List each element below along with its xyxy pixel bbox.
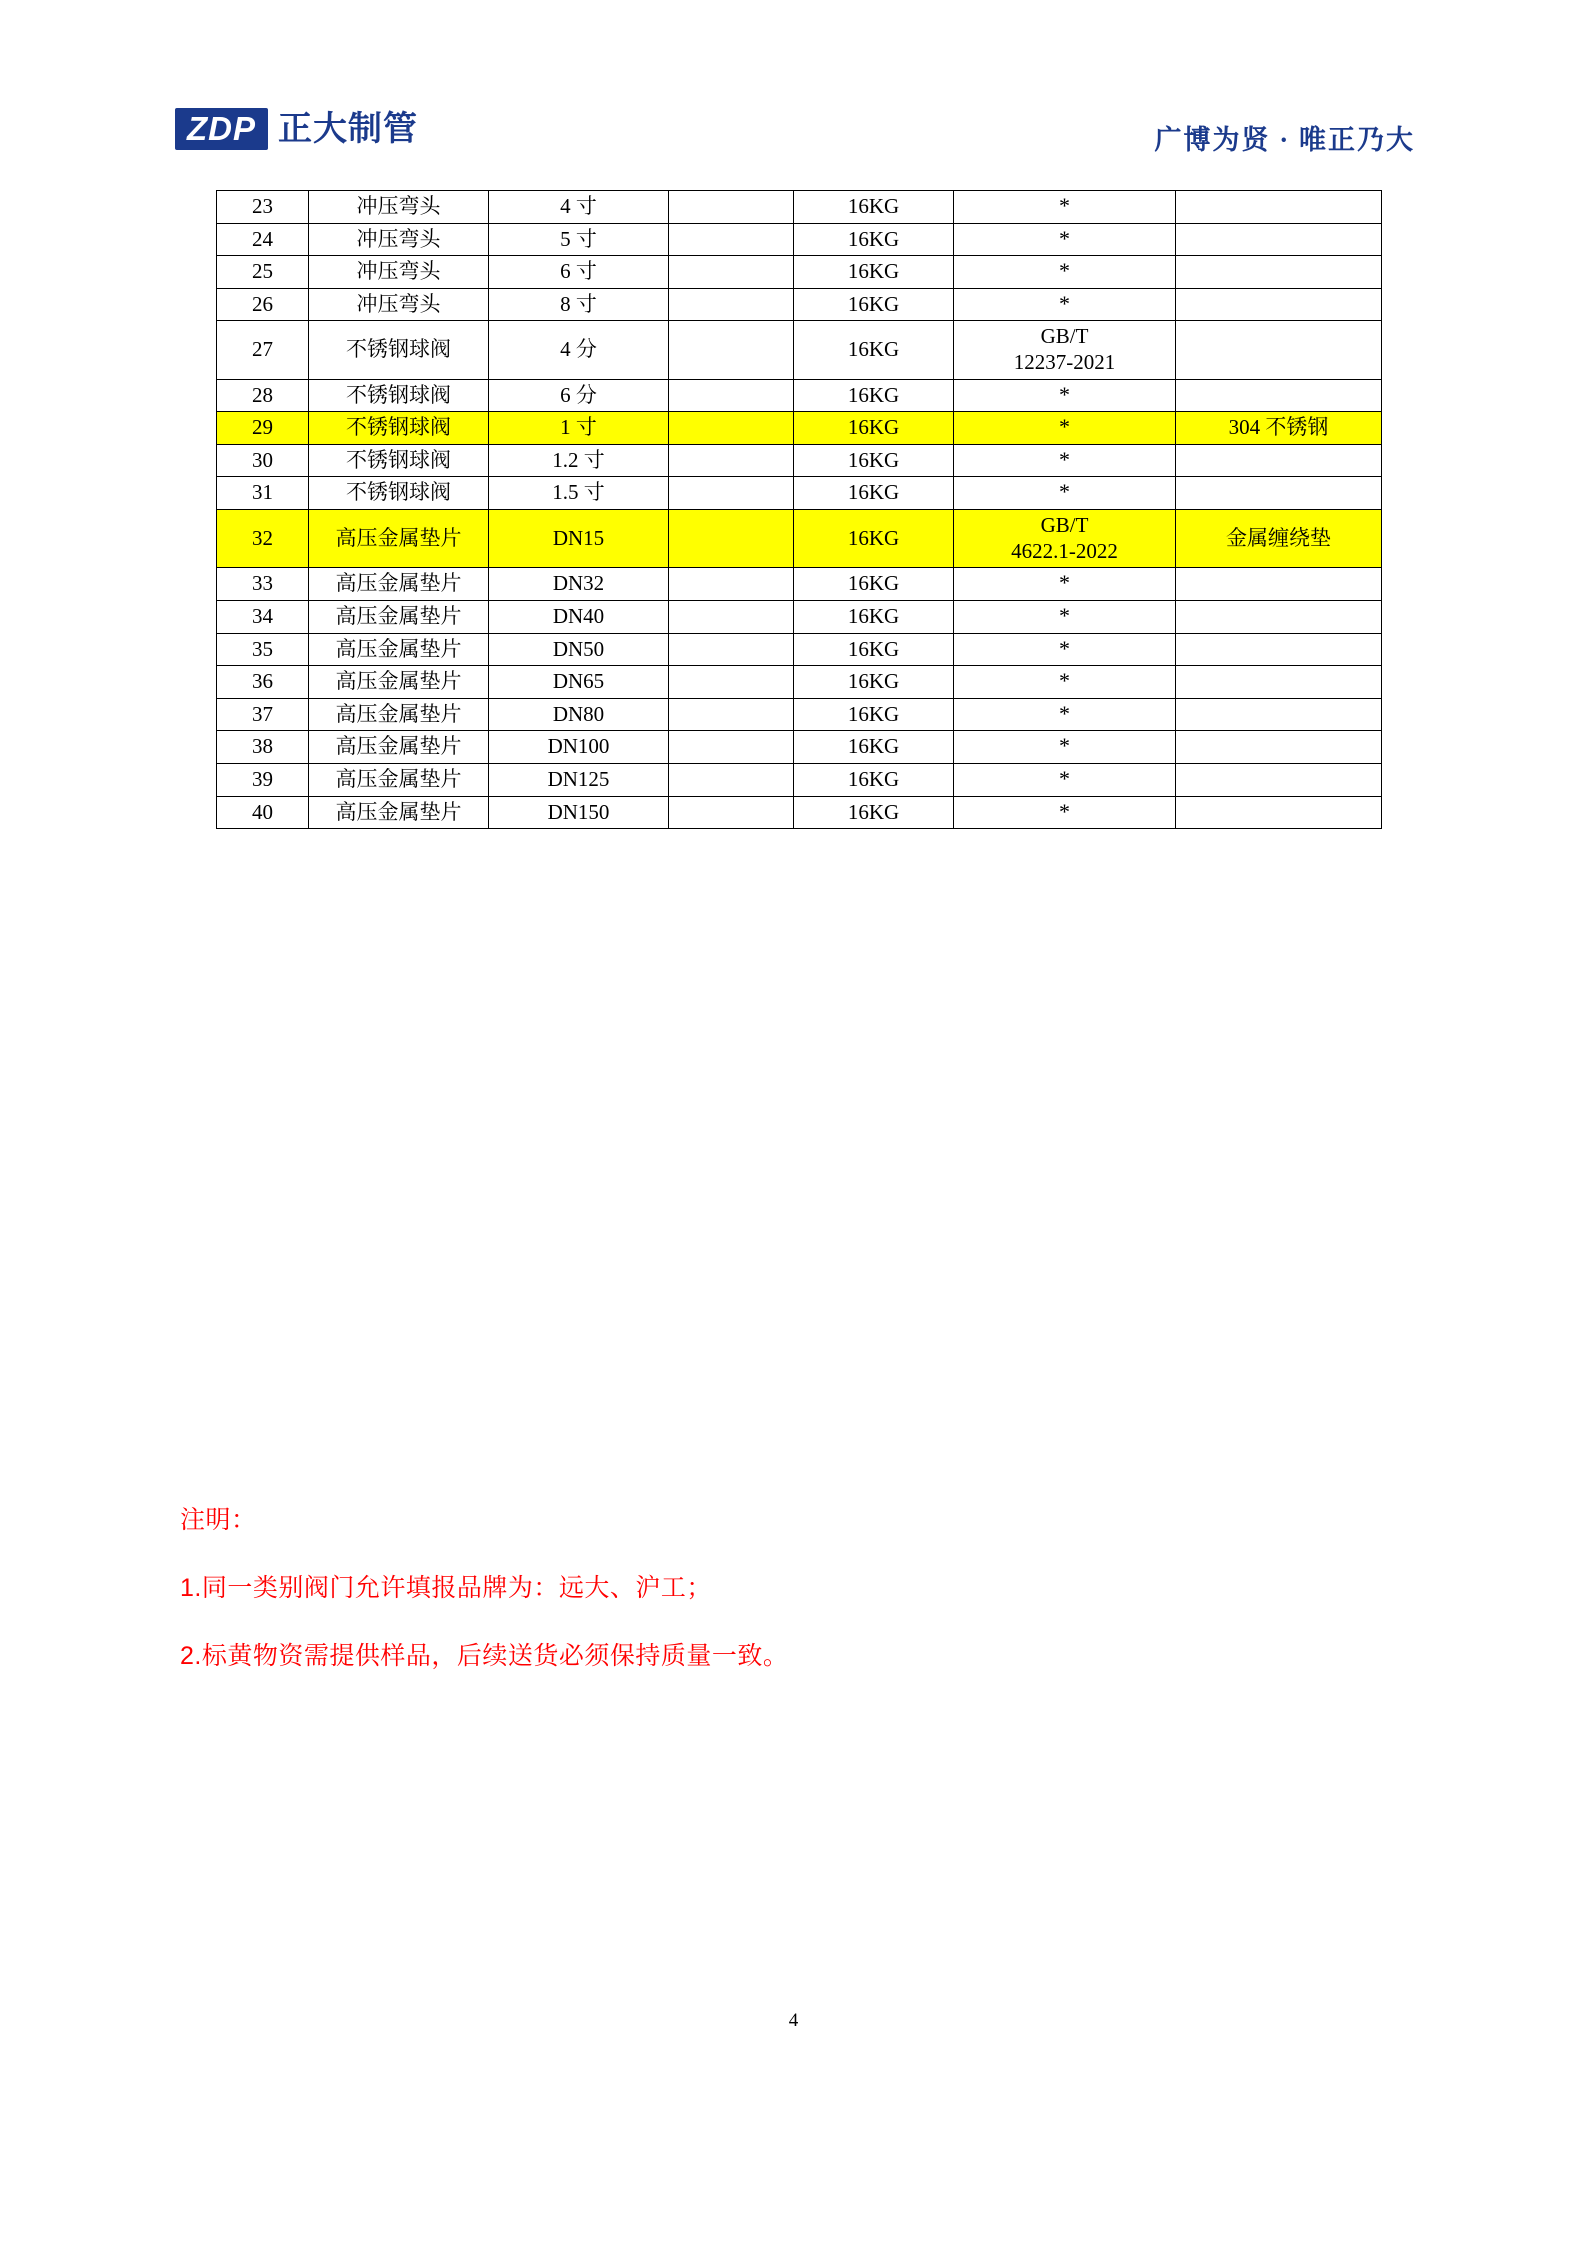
cell-spec: 8 寸 — [489, 288, 669, 321]
table-row — [217, 796, 1382, 829]
cell-material — [1176, 477, 1382, 510]
cell-spec: 1 寸 — [489, 412, 669, 445]
logo-mark-zdp: ZDP — [175, 108, 268, 150]
notes-section — [180, 1500, 1380, 1704]
cell-qty — [669, 412, 794, 445]
cell-pressure: 16KG — [794, 633, 954, 666]
cell-standard: * — [954, 223, 1176, 256]
cell-name: 不锈钢球阀 — [309, 412, 489, 445]
table-row — [217, 256, 1382, 289]
cell-spec: DN80 — [489, 698, 669, 731]
note-item-1: 1.同一类别阀门允许填报品牌为：远大、沪工； — [180, 1574, 712, 1602]
cell-spec: 4 分 — [489, 321, 669, 379]
cell-pressure: 16KG — [794, 379, 954, 412]
cell-standard: * — [954, 698, 1176, 731]
table-row — [217, 444, 1382, 477]
table-row — [217, 731, 1382, 764]
cell-pressure: 16KG — [794, 568, 954, 601]
cell-spec: 1.5 寸 — [489, 477, 669, 510]
cell-no: 38 — [217, 731, 309, 764]
cell-pressure: 16KG — [794, 321, 954, 379]
cell-pressure: 16KG — [794, 510, 954, 568]
cell-no: 23 — [217, 191, 309, 224]
cell-material — [1176, 444, 1382, 477]
cell-no: 31 — [217, 477, 309, 510]
cell-material — [1176, 223, 1382, 256]
cell-standard: * — [954, 379, 1176, 412]
cell-name: 高压金属垫片 — [309, 666, 489, 699]
table-row — [217, 600, 1382, 633]
cell-spec: DN32 — [489, 568, 669, 601]
cell-name: 高压金属垫片 — [309, 698, 489, 731]
cell-pressure: 16KG — [794, 731, 954, 764]
cell-standard: * — [954, 191, 1176, 224]
cell-name: 冲压弯头 — [309, 256, 489, 289]
cell-material: 金属缠绕垫 — [1176, 510, 1382, 568]
cell-material — [1176, 763, 1382, 796]
company-slogan: 广博为贤 · 唯正乃大 — [1154, 125, 1415, 155]
cell-standard: * — [954, 600, 1176, 633]
cell-material: 304 不锈钢 — [1176, 412, 1382, 445]
cell-material — [1176, 256, 1382, 289]
cell-no: 33 — [217, 568, 309, 601]
cell-name: 冲压弯头 — [309, 191, 489, 224]
table-row — [217, 412, 1382, 445]
cell-pressure: 16KG — [794, 191, 954, 224]
cell-qty — [669, 633, 794, 666]
cell-standard: * — [954, 412, 1176, 445]
cell-no: 35 — [217, 633, 309, 666]
cell-no: 40 — [217, 796, 309, 829]
cell-qty — [669, 763, 794, 796]
cell-pressure: 16KG — [794, 288, 954, 321]
cell-qty — [669, 731, 794, 764]
page-number: 4 — [788, 2010, 799, 2031]
cell-material — [1176, 321, 1382, 379]
cell-material — [1176, 796, 1382, 829]
logo-company-name: 正大制管 — [278, 110, 418, 148]
cell-qty — [669, 379, 794, 412]
cell-pressure: 16KG — [794, 666, 954, 699]
cell-qty — [669, 321, 794, 379]
cell-standard: * — [954, 256, 1176, 289]
spec-table-wrapper — [216, 190, 1381, 829]
cell-qty — [669, 477, 794, 510]
cell-pressure: 16KG — [794, 223, 954, 256]
cell-material — [1176, 600, 1382, 633]
cell-material — [1176, 666, 1382, 699]
table-row — [217, 633, 1382, 666]
cell-no: 29 — [217, 412, 309, 445]
table-row — [217, 191, 1382, 224]
cell-spec: DN100 — [489, 731, 669, 764]
table-row — [217, 568, 1382, 601]
cell-name: 不锈钢球阀 — [309, 379, 489, 412]
cell-name: 冲压弯头 — [309, 223, 489, 256]
cell-spec: DN125 — [489, 763, 669, 796]
cell-no: 26 — [217, 288, 309, 321]
spec-table-body — [217, 191, 1382, 829]
notes-title: 注明： — [180, 1506, 257, 1534]
cell-spec: DN65 — [489, 666, 669, 699]
cell-material — [1176, 288, 1382, 321]
cell-standard: * — [954, 444, 1176, 477]
cell-no: 37 — [217, 698, 309, 731]
table-row — [217, 666, 1382, 699]
cell-no: 28 — [217, 379, 309, 412]
cell-pressure: 16KG — [794, 412, 954, 445]
note-item-2: 2.标黄物资需提供样品，后续送货必须保持质量一致。 — [180, 1642, 789, 1670]
cell-name: 高压金属垫片 — [309, 633, 489, 666]
table-row — [217, 510, 1382, 568]
cell-qty — [669, 256, 794, 289]
spec-table — [216, 190, 1382, 829]
cell-no: 36 — [217, 666, 309, 699]
cell-pressure: 16KG — [794, 444, 954, 477]
cell-qty — [669, 288, 794, 321]
cell-spec: 5 寸 — [489, 223, 669, 256]
cell-no: 39 — [217, 763, 309, 796]
cell-qty — [669, 444, 794, 477]
page-header — [175, 108, 1415, 178]
cell-spec: DN15 — [489, 510, 669, 568]
cell-name: 不锈钢球阀 — [309, 321, 489, 379]
cell-name: 高压金属垫片 — [309, 731, 489, 764]
cell-qty — [669, 698, 794, 731]
cell-spec: DN50 — [489, 633, 669, 666]
cell-standard: * — [954, 731, 1176, 764]
cell-qty — [669, 223, 794, 256]
cell-standard: * — [954, 796, 1176, 829]
cell-no: 32 — [217, 510, 309, 568]
cell-no: 34 — [217, 600, 309, 633]
cell-qty — [669, 191, 794, 224]
cell-name: 高压金属垫片 — [309, 796, 489, 829]
table-row — [217, 379, 1382, 412]
cell-standard: GB/T 4622.1-2022 — [954, 510, 1176, 568]
cell-name: 冲压弯头 — [309, 288, 489, 321]
cell-material — [1176, 191, 1382, 224]
cell-no: 27 — [217, 321, 309, 379]
cell-qty — [669, 796, 794, 829]
cell-pressure: 16KG — [794, 698, 954, 731]
cell-name: 不锈钢球阀 — [309, 477, 489, 510]
cell-pressure: 16KG — [794, 763, 954, 796]
table-row — [217, 223, 1382, 256]
cell-material — [1176, 698, 1382, 731]
cell-name: 不锈钢球阀 — [309, 444, 489, 477]
cell-standard: * — [954, 666, 1176, 699]
cell-qty — [669, 568, 794, 601]
cell-standard: * — [954, 288, 1176, 321]
cell-standard: * — [954, 763, 1176, 796]
cell-spec: DN40 — [489, 600, 669, 633]
cell-spec: 6 分 — [489, 379, 669, 412]
cell-spec: DN150 — [489, 796, 669, 829]
cell-spec: 4 寸 — [489, 191, 669, 224]
cell-qty — [669, 666, 794, 699]
cell-no: 30 — [217, 444, 309, 477]
cell-pressure: 16KG — [794, 256, 954, 289]
cell-spec: 6 寸 — [489, 256, 669, 289]
cell-name: 高压金属垫片 — [309, 568, 489, 601]
cell-no: 24 — [217, 223, 309, 256]
cell-name: 高压金属垫片 — [309, 763, 489, 796]
cell-standard: * — [954, 568, 1176, 601]
cell-qty — [669, 510, 794, 568]
cell-material — [1176, 731, 1382, 764]
table-row — [217, 698, 1382, 731]
cell-qty — [669, 600, 794, 633]
cell-spec: 1.2 寸 — [489, 444, 669, 477]
table-row — [217, 763, 1382, 796]
cell-standard: GB/T 12237-2021 — [954, 321, 1176, 379]
cell-material — [1176, 379, 1382, 412]
cell-standard: * — [954, 633, 1176, 666]
cell-name: 高压金属垫片 — [309, 600, 489, 633]
cell-name: 高压金属垫片 — [309, 510, 489, 568]
cell-no: 25 — [217, 256, 309, 289]
cell-material — [1176, 568, 1382, 601]
table-row — [217, 288, 1382, 321]
cell-standard: * — [954, 477, 1176, 510]
company-logo — [175, 108, 418, 150]
table-row — [217, 477, 1382, 510]
cell-material — [1176, 633, 1382, 666]
cell-pressure: 16KG — [794, 796, 954, 829]
cell-pressure: 16KG — [794, 600, 954, 633]
table-row — [217, 321, 1382, 379]
cell-pressure: 16KG — [794, 477, 954, 510]
